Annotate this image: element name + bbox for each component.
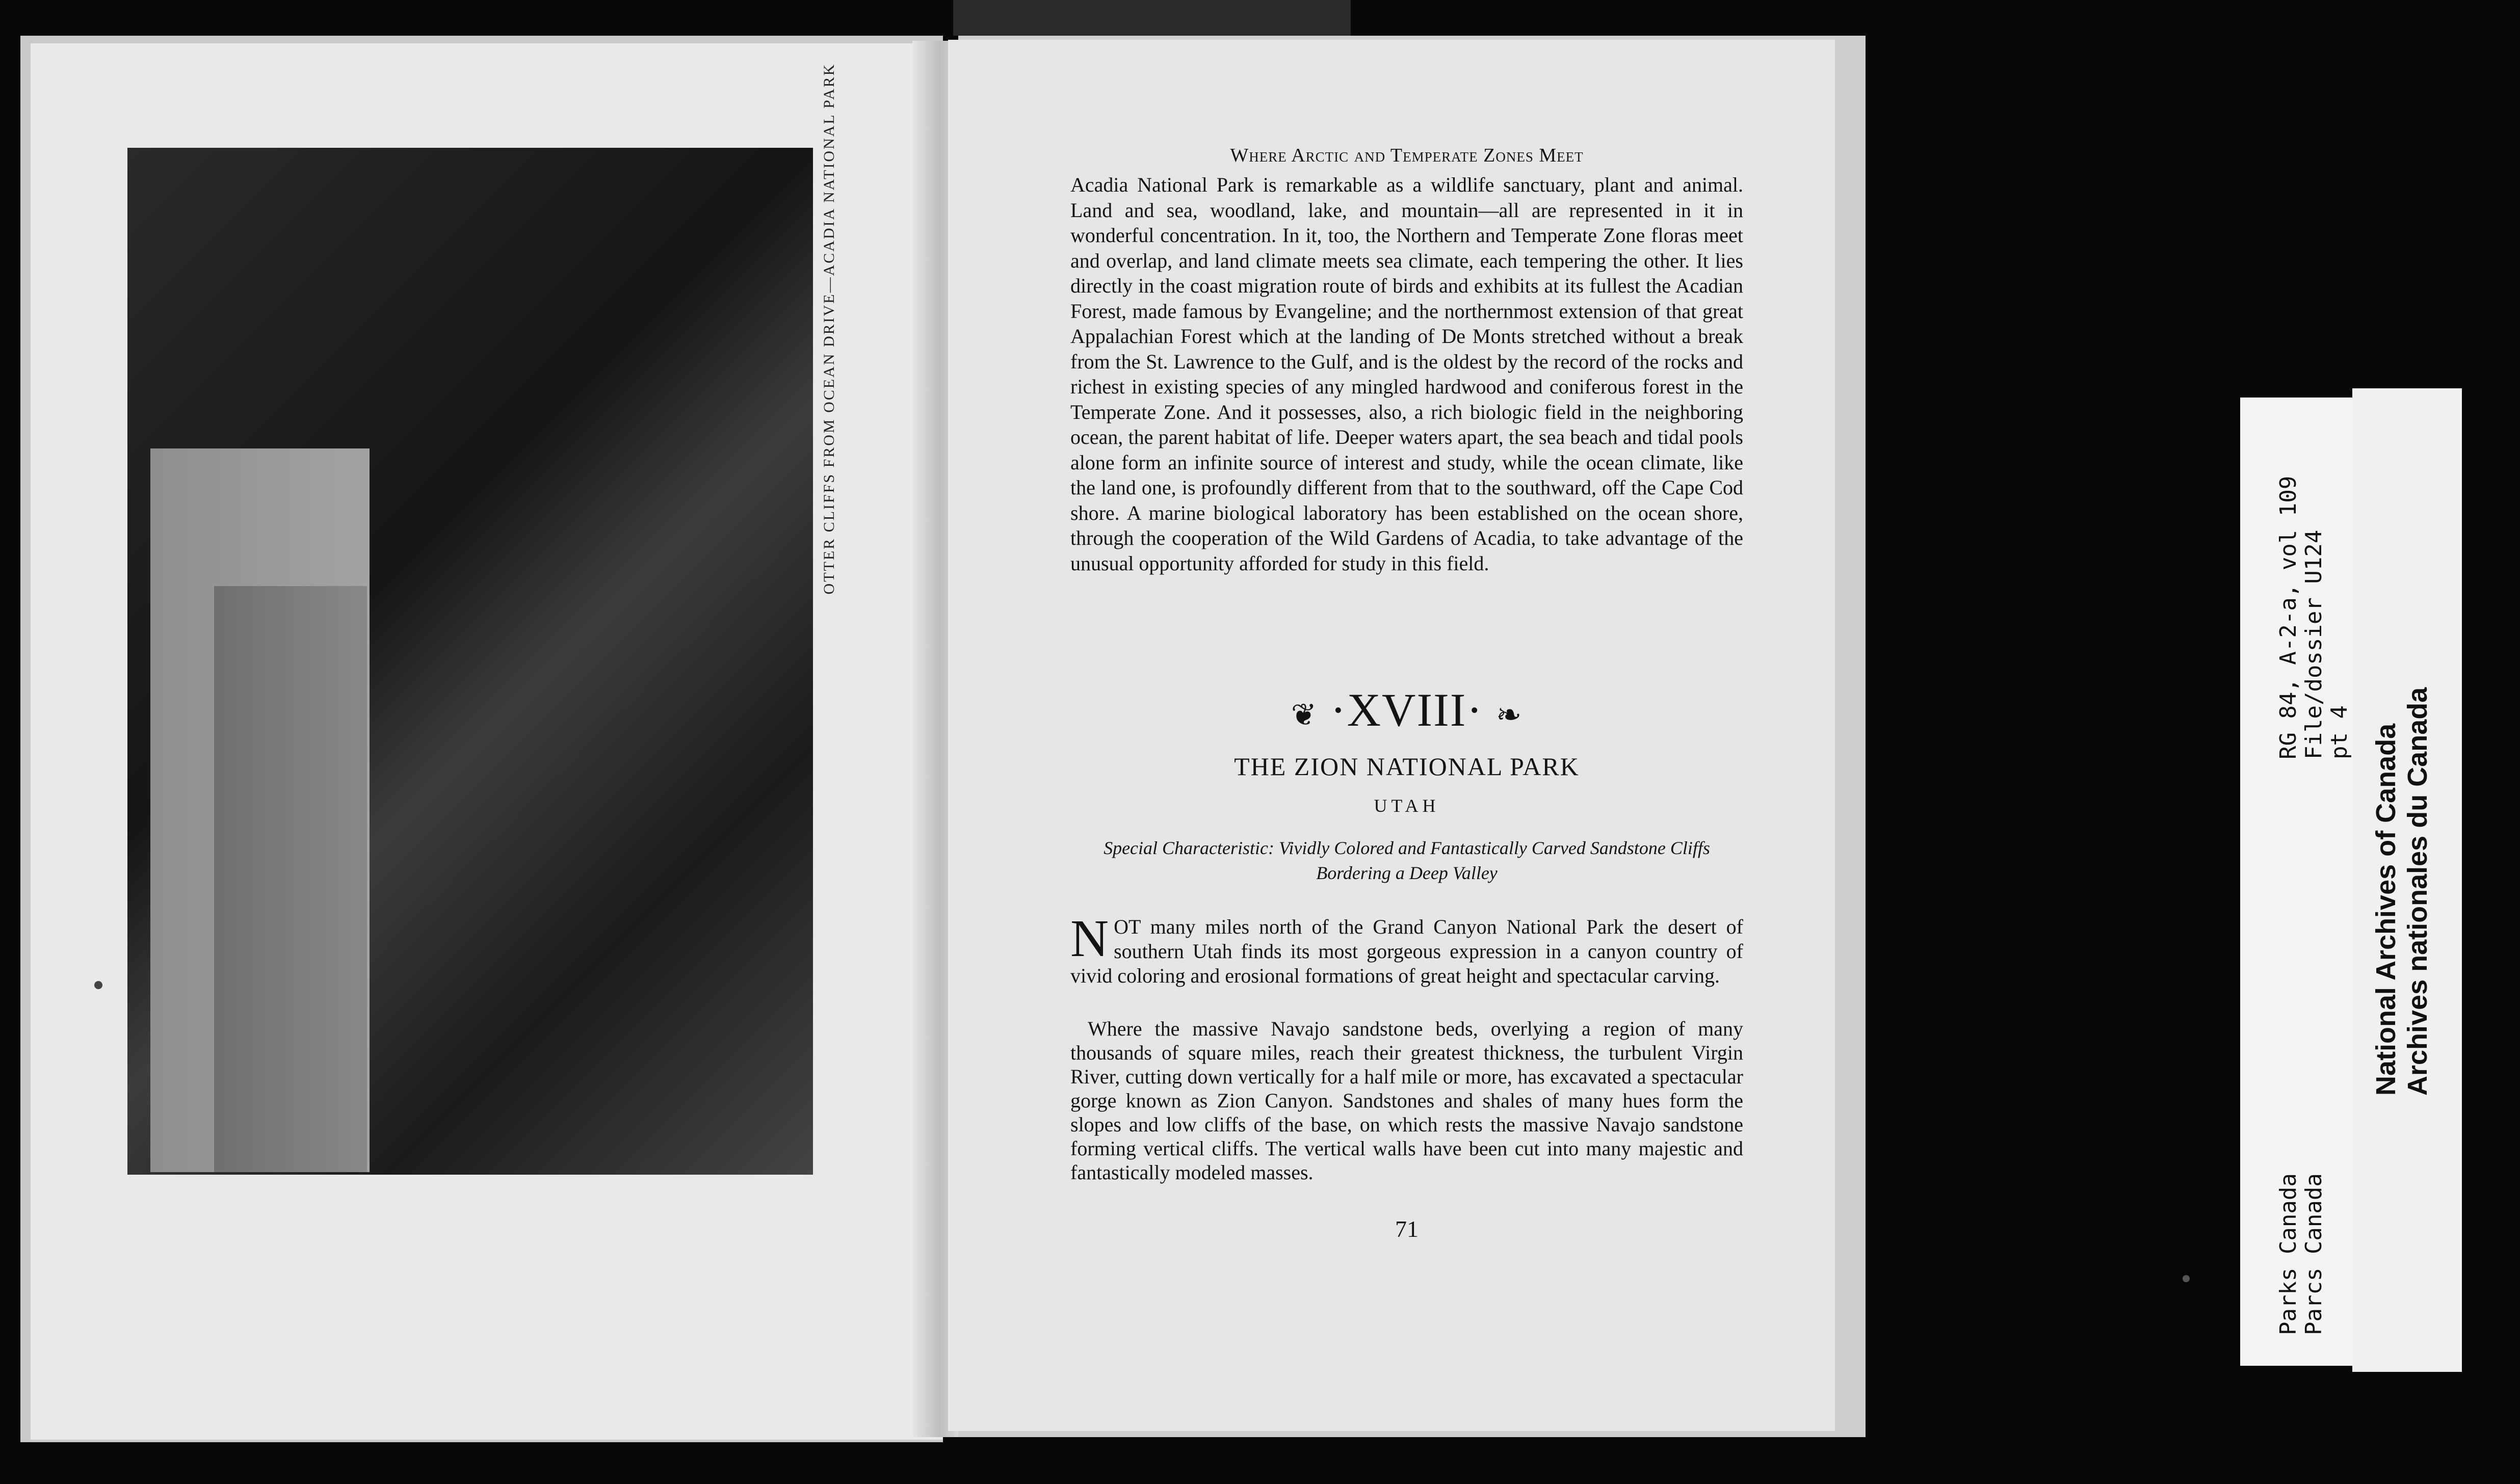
binding-hole: [94, 981, 102, 989]
page-number: 71: [1395, 1216, 1419, 1242]
special-characteristic: Special Characteristic: Vividly Colored and Fantastically Carved Sandstone Cliffs Bordering a Deep Valley: [1104, 838, 1710, 883]
leaf-ornament-right-icon: ❧: [1496, 698, 1523, 732]
acadia-paragraph: Acadia National Park is remarkable as a wildlife sanctuary, plant and animal. Land and sea, woodland, lake, and mountain—all are represented in it in wonderful concentration. In it, too, the Northern and Temperate Zone floras meet and overlap, and land climate meets sea climate, each tempering the other. It lies directly in the coast migration route of birds and exhibits at its fullest the Acadian Forest, made famous by Evangeline; and the northernmost extension of that great Appalachian Forest which at the landing of De Monts stretched without a break from the St. Lawrence to the Gulf, and is the oldest by the record of the rocks and richest in existing species of any mingled hardwood and coniferous forest in the Temperate Zone. And it possesses, also, a rich biologic field in the neighboring ocean, the parent habitat of life. Deeper waters apart, the sea beach and tidal pools alone form an infinite source of interest and study, while the ocean climate, like the land one, is profoundly different from that to the southward, off the Cape Cod shore. A marine biological laboratory has been established on the ocean shore, through the cooperation of the Wild Gardens of Acadia, to take advantage of the unusual opportunity afforded for study in this field.: [1070, 173, 1743, 575]
section-heading: Where Arctic and Temperate Zones Meet: [1230, 145, 1584, 166]
photo-sea-area: [214, 586, 367, 1172]
agency-label: Parks Canada Parcs Canada: [2275, 1173, 2327, 1335]
book-binding-strip: [953, 0, 1351, 36]
scan-speck: [2183, 1275, 2190, 1282]
zion-paragraph-1: [1070, 909, 1743, 988]
photo-caption: OTTER CLIFFS FROM OCEAN DRIVE—ACADIA NATIONAL PARK: [821, 63, 837, 595]
institution-label: National Archives of Canada Archives nationales du Canada: [2371, 687, 2433, 1096]
zion-paragraph-1-text: OT many miles north of the Grand Canyon National Park the desert of southern Utah finds its most gorgeous expression in a canyon country of vivid coloring and erosional formations of great height and spectacular carving.: [1070, 915, 1743, 987]
chapter-subtitle: UTAH: [1374, 796, 1440, 816]
chapter-number: [1070, 683, 1743, 737]
chapter-number-text: ·XVIII·: [1330, 684, 1484, 736]
chapter-title: THE ZION NATIONAL PARK: [1234, 752, 1580, 781]
zion-paragraph-2: Where the massive Navajo sandstone beds, overlying a region of many thousands of square miles, reach their greatest thickness, the turbulent Virgin River, cutting down vertically for a half mile or more, has excavated a spectacular gorge known as Zion Canyon. Sandstones and shales of many hues form the slopes and low cliffs of the base, on which rests the massive Navajo sandstone forming vertical cliffs. The vertical walls have been cut into many majestic and fantastically modeled masses.: [1070, 1017, 1743, 1184]
file-reference-label: RG 84, A-2-a, vol 109 File/dossier U124 pt 4: [2275, 475, 2352, 759]
leaf-ornament-left-icon: ❦: [1291, 698, 1318, 732]
drop-cap: N: [1070, 909, 1109, 968]
